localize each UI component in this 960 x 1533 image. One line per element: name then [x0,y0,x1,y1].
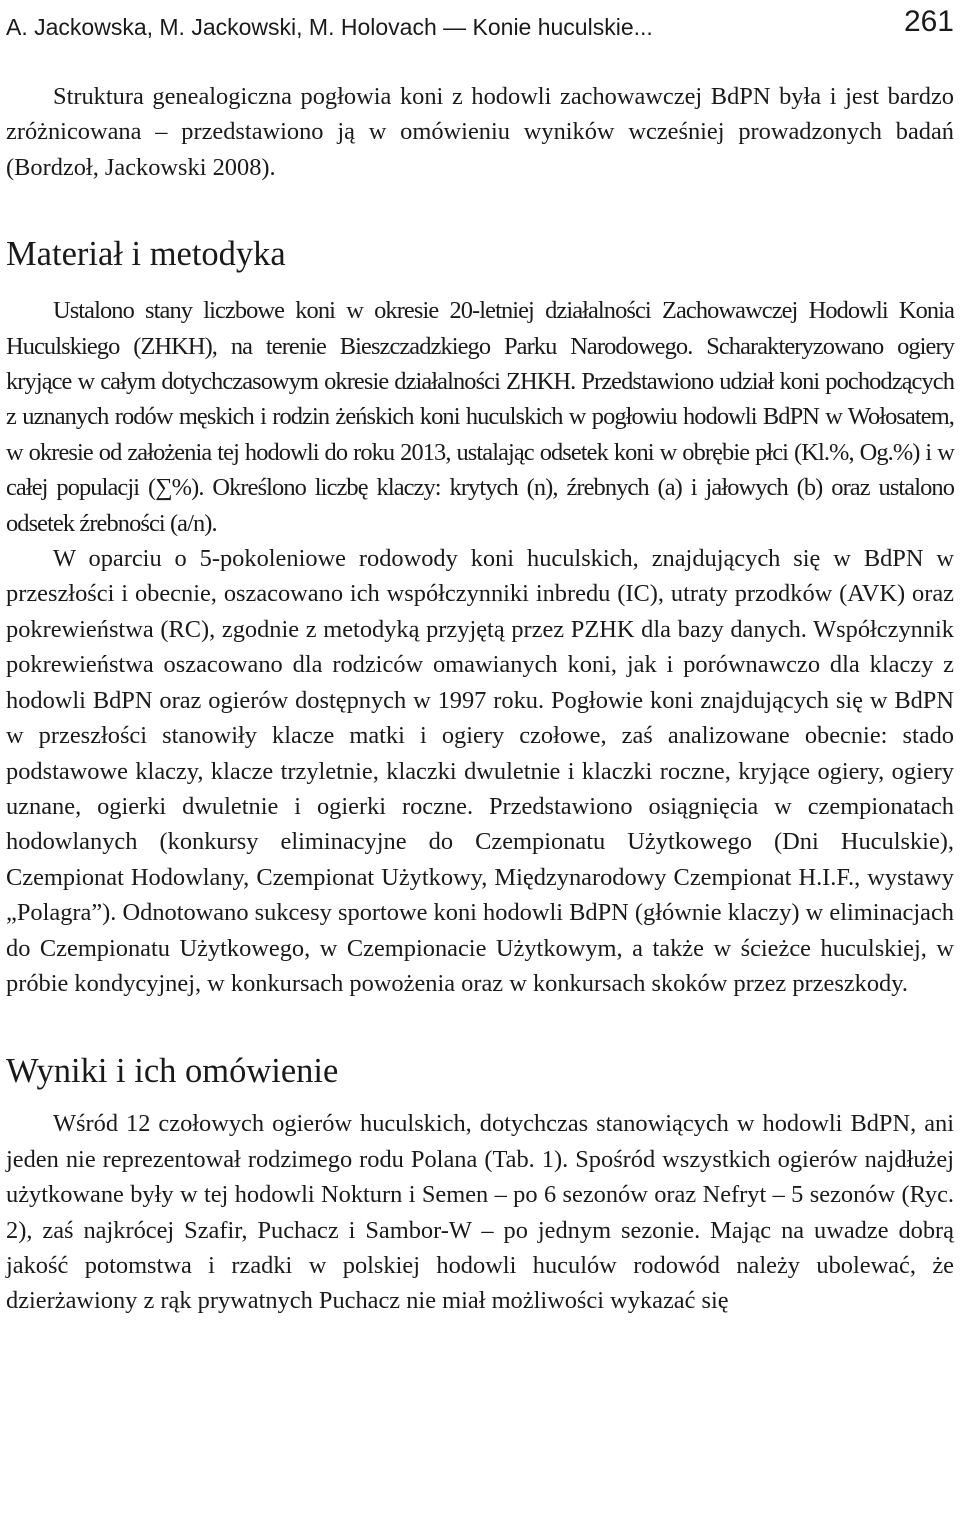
document-page [6,0,954,1319]
methods-paragraph-1 [6,293,954,541]
methods-paragraph-1-text: Ustalono stany liczbowe koni w okresie 20-letniej działalności Zachowawczej Hodowli Konia Huculskiego (ZHKH), na terenie Bieszczadzkiego Parku Narodowego. Scharakteryzowano ogiery kryjące w całym dotychczasowym okresie działalności ZHKH. Przedstawiono udział koni pochodzących z uznanych rodów męskich i rodzin żeńskich koni huculskich w pogłowiu hodowli BdPN w Wołosatem, w okresie od założenia tej hodowli do roku 2013, ustalając odsetek koni w obrębie płci (Kl.%, Og.%) i w całej populacji (∑%). Określono liczbę klaczy: krytych (n), źrebnych (a) i jałowych (b) oraz ustalono odsetek źrebności (a/n). [6,297,954,537]
section-heading-methods: Materiał i metodyka [6,235,286,274]
section-heading-results: Wyniki i ich omówienie [6,1052,339,1091]
page-number: 261 [903,5,954,38]
running-title: A. Jackowska, M. Jackowski, M. Holovach — Konie huculskie... [6,14,653,40]
intro-paragraph: Struktura genealogiczna pogłowia koni z hodowli zachowawczej BdPN była i jest bardzo zróżnicowana – przedstawiono ją w omówieniu wyników wcześniej prowadzonych badań (Bordzoł, Jackowski 2008). [6,83,954,181]
methods-paragraph-2: W oparciu o 5-pokoleniowe rodowody koni huculskich, znajdujących się w BdPN w przeszłości i obecnie, oszacowano ich współczynniki inbredu (IC), utraty przodków (AVK) oraz pokrewieństwa (RC), zgodnie z metodyką przyjętą przez PZHK dla bazy danych. Współczynnik pokrewieństwa oszacowano dla rodziców omawianych koni, jak i porównawczo dla klaczy z hodowli BdPN oraz ogierów dostępnych w 1997 roku. Pogłowie koni znajdujących się w BdPN w przeszłości stanowiły klacze matki i ogiery czołowe, zaś analizowane obecnie: stado podstawowe klaczy, klacze trzyletnie, klaczki dwuletnie i klaczki roczne, kryjące ogiery, ogiery uznane, ogierki dwuletnie i ogierki roczne. Przedstawiono osiągnięcia w czempionatach hodowlanych (konkursy eliminacyjne do Czempionatu Użytkowego (Dni Huculskie), Czempionat Hodowlany, Czempionat Użytkowy, Międzynarodowy Czempionat H.I.F., wystawy „Polagra”). Odnotowano sukcesy sportowe koni hodowli BdPN (głównie klaczy) w eliminacjach do Czempionatu Użytkowego, w Czempionacie Użytkowym, a także w ścieżce huculskiej, w próbie kondycyjnej, w konkursach powożenia oraz w konkursach skoków przez przeszkody. [6,545,954,997]
results-paragraph-1: Wśród 12 czołowych ogierów huculskich, dotychczas stanowiących w hodowli BdPN, ani jeden nie reprezentował rodzimego rodu Polana (Tab. 1). Spośród wszystkich ogierów najdłużej użytkowane były w tej hodowli Nokturn i Semen – po 6 sezonów oraz Nefryt – 5 sezonów (Ryc. 2), zaś najkrócej Szafir, Puchacz i Sambor-W – po jednym sezonie. Mając na uwadze dobrą jakość potomstwa i rzadki w polskiej hodowli huculów rodowód należy ubolewać, że dzierżawiony z rąk prywatnych Puchacz nie miał możliwości wykazać się [6,1110,954,1315]
running-header [6,2,954,46]
